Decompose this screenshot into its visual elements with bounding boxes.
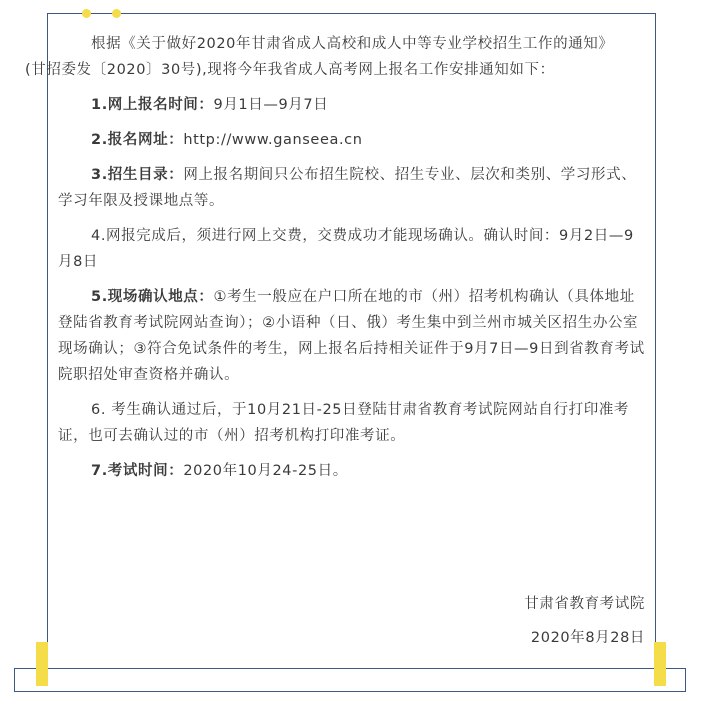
frame-right-line [655, 13, 656, 683]
intro-line-2: (甘招委发〔2020〕30号),现将今年我省成人高考网上报名工作安排通知如下： [25, 62, 555, 78]
signature-org: 甘肃省教育考试院 [524, 596, 645, 612]
item-2-label: 2.报名网址： [91, 132, 184, 148]
item-1 [58, 92, 646, 118]
decor-dot-left [82, 9, 91, 18]
notice-body [25, 31, 646, 493]
item-6-text: 6. 考生确认通过后，于10月21日-25日登陆甘肃省教育考试院网站自行打印准考证，也可去确认过的市（州）招考机构打印准考证。 [58, 402, 630, 444]
decor-bar-right [654, 642, 666, 686]
item-7 [58, 458, 646, 484]
item-5-value: ①考生一般应在户口所在地的市（州）招考机构确认（具体地址登陆省教育考试院网站查询）；②小语种（日、俄）考生集中到兰州市城关区招生办公室现场确认；③符合免试条件的考生，网上报名后持相关证件于9月7日—9日到省教育考试院职招处审查资格并确认。 [58, 289, 645, 383]
item-6 [58, 397, 646, 449]
frame-bottom-band [14, 668, 686, 692]
signature-date: 2020年8月28日 [530, 630, 645, 646]
item-7-label: 7.考试时间： [91, 463, 184, 479]
decor-bar-left [36, 642, 48, 686]
item-3-value: 网上报名期间只公布招生院校、招生专业、层次和类别、学习形式、学习年限及授课地点等。 [58, 167, 637, 209]
item-3-label: 3.招生目录： [91, 167, 184, 183]
item-1-value: 9月1日—9月7日 [213, 97, 329, 113]
item-1-label: 1.网上报名时间： [91, 97, 214, 113]
intro-line-1: 根据《关于做好2020年甘肃省成人高校和成人中等专业学校招生工作的通知》 [91, 36, 614, 52]
item-5-label: 5.现场确认地点： [91, 289, 214, 305]
item-2-url[interactable]: http://www.ganseea.cn [183, 132, 363, 148]
decor-dot-right [112, 9, 121, 18]
frame-left-line [47, 13, 48, 683]
item-4-text: 4.网报完成后，须进行网上交费，交费成功才能现场确认。确认时间：9月2日—9月8日 [58, 228, 634, 270]
intro-paragraph [25, 31, 646, 83]
item-5 [58, 284, 646, 388]
item-2 [58, 127, 646, 153]
item-3 [58, 162, 646, 214]
frame-top-line [47, 13, 656, 14]
item-7-value: 2020年10月24-25日。 [183, 463, 348, 479]
item-4 [58, 223, 646, 275]
